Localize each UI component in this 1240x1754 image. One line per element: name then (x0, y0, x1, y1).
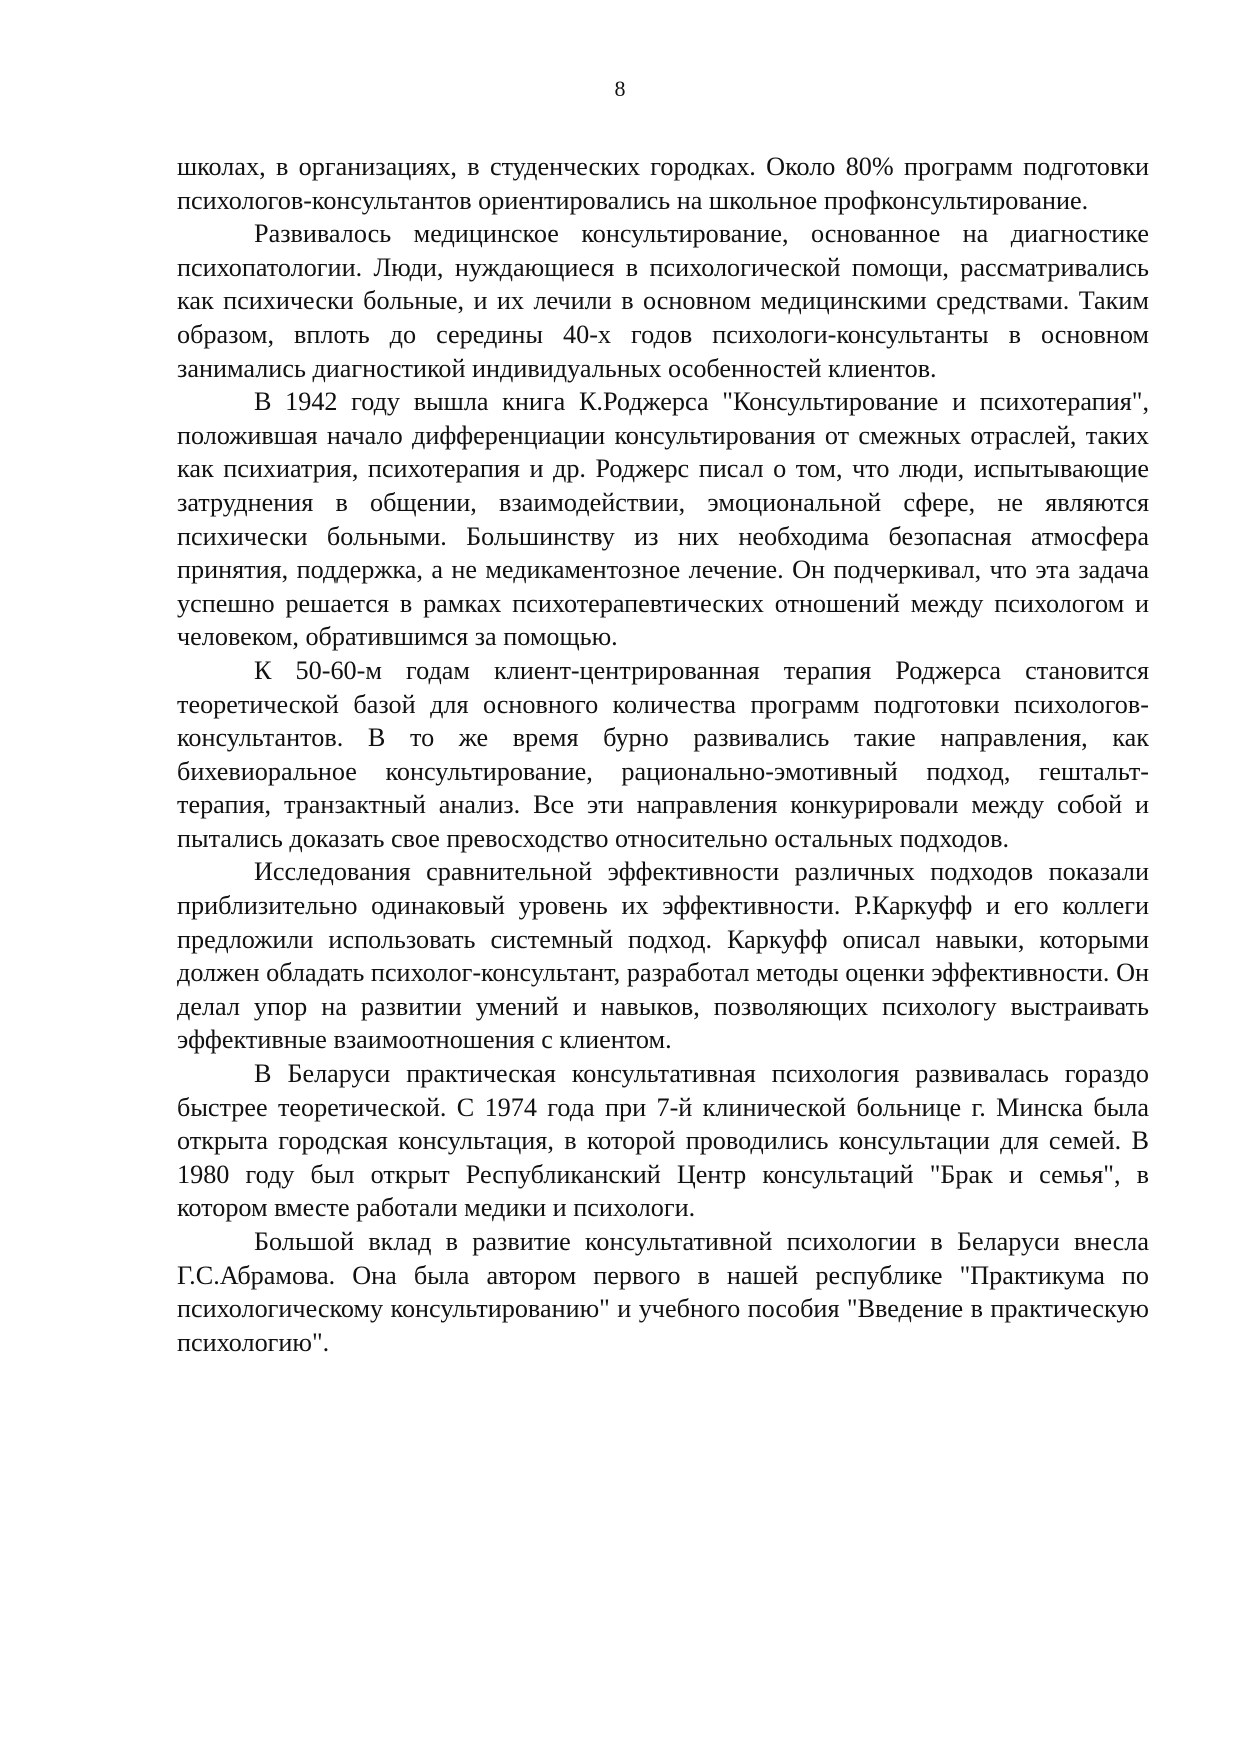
paragraph-belarus-practice: В Беларуси практическая консультативная психология развивалась гораздо быстрее теоретической. С 1974 года при 7-й клинической больнице г. Минска была открыта городская консультация, в которой проводились консультации для семей. В 1980 году был открыт Республиканский Центр консультаций "Брак и семья", в котором вместе работали медики и психологи. (177, 1059, 1149, 1223)
page-number: 8 (614, 76, 626, 101)
paragraph-abramova-contribution: Большой вклад в развитие консультативной психологии в Беларуси внесла Г.С.Абрамова. Она была автором первого в нашей республике "Практикума по психологическому консультированию" и учебного пособия "Введение в практическую психологию". (177, 1227, 1149, 1357)
paragraph-continuation: школах, в организациях, в студенческих городках. Около 80% программ подготовки психологов-консультантов ориентировались на школьное профконсультирование. (177, 152, 1149, 215)
body-text (177, 150, 1149, 1359)
paragraph-client-centered-therapy: К 50-60-м годам клиент-центрированная терапия Роджерса становится теоретической базой для основного количества программ подготовки психологов-консультантов. В то же время бурно развивались такие направления, как бихевиоральное консультирование, рационально-эмотивный подход, гештальт-терапия, транзактный анализ. Все эти направления конкурировали между собой и пытались доказать свое превосходство относительно остальных подходов. (177, 655, 1149, 853)
paragraph-medical-counseling: Развивалось медицинское консультирование, основанное на диагностике психопатологии. Люди, нуждающиеся в психологической помощи, рассматривались как психически больные, и их лечили в основном медицинскими средствами. Таким образом, вплоть до середины 40-х годов психологи-консультанты в основном занимались диагностикой индивидуальных особенностей клиентов. (177, 219, 1149, 383)
paragraph-rogers-book: В 1942 году вышла книга К.Роджерса "Консультирование и психотерапия", положившая начало дифференциации консультирования от смежных отраслей, таких как психиатрия, психотерапия и др. Роджерс писал о том, что люди, испытывающие затруднения в общении, взаимодействии, эмоциональной сфере, не являются психически больными. Большинству из них необходима безопасная атмосфера принятия, поддержка, а не медикаментозное лечение. Он подчеркивал, что эта задача успешно решается в рамках психотерапевтических отношений между психологом и человеком, обратившимся за помощью. (177, 387, 1149, 652)
paragraph-effectiveness-research: Исследования сравнительной эффективности различных подходов показали приблизительно одинаковый уровень их эффективности. Р.Каркуфф и его коллеги предложили использовать системный подход. Каркуфф описал навыки, которыми должен обладать психолог-консультант, разработал методы оценки эффективности. Он делал упор на развитии умений и навыков, позволяющих психологу выстраивать эффективные взаимоотношения с клиентом. (177, 857, 1149, 1055)
